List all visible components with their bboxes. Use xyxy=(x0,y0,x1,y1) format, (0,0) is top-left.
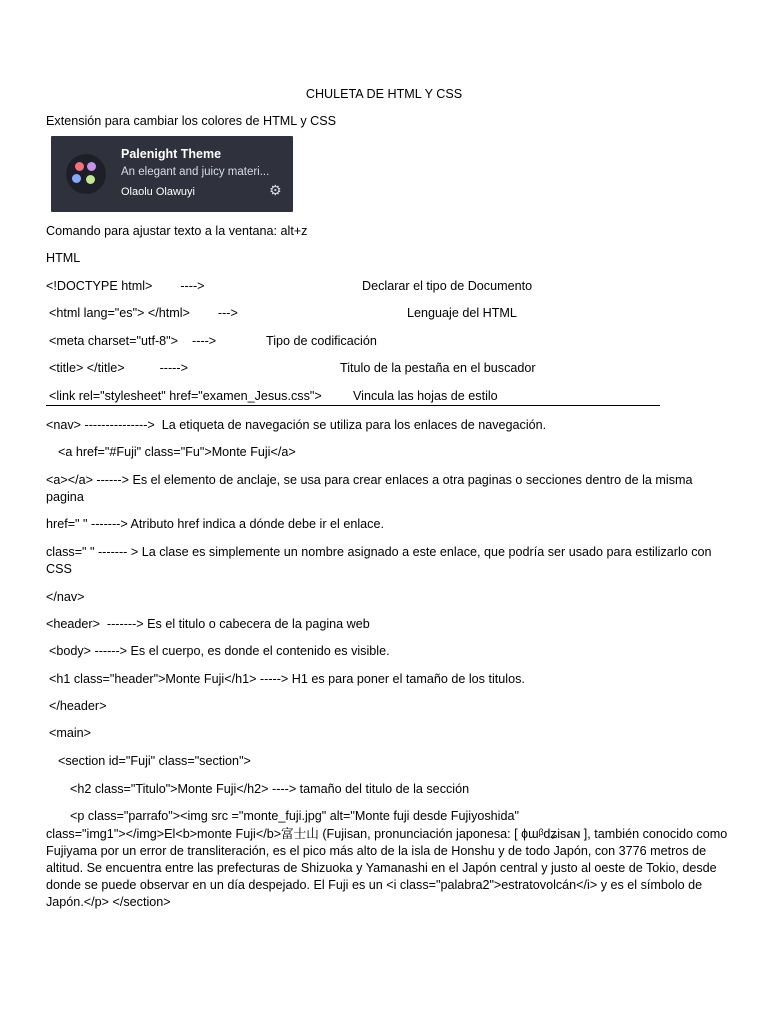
head-item-code: <title> </title> -----> xyxy=(49,361,188,375)
main-line: <main> xyxy=(49,726,92,740)
html-heading: HTML xyxy=(46,251,81,265)
head-item-code: <link rel="stylesheet" href="examen_Jesus.css"> xyxy=(49,389,322,403)
extension-author: Olaolu Olawuyi xyxy=(121,186,195,198)
extension-intro: Extensión para cambiar los colores de HTML y CSS xyxy=(46,114,337,128)
section-line: <section id="Fuji" class="section"> xyxy=(58,754,251,768)
extension-card xyxy=(51,136,293,212)
gear-icon[interactable]: ⚙ xyxy=(269,182,282,198)
h1-line: <h1 class="header">Monte Fuji</h1> -----> H1 es para poner el tamaño de los titulos. xyxy=(49,672,525,686)
palenight-logo-icon xyxy=(66,154,106,194)
nav-line: <nav> ---------------> La etiqueta de navegación se utiliza para los enlaces de navegación. xyxy=(46,418,547,432)
extension-description: An elegant and juicy materi... xyxy=(121,166,270,178)
head-item-desc: Tipo de codificación xyxy=(266,334,377,348)
head-item-code: <html lang="es"> </html> ---> xyxy=(49,306,238,320)
head-item-desc: Titulo de la pestaña en el buscador xyxy=(340,361,536,375)
divider-line xyxy=(46,405,660,406)
head-item-code: <meta charset="utf-8"> ----> xyxy=(49,334,217,348)
command-line: Comando para ajustar texto a la ventana: alt+z xyxy=(46,224,308,238)
href-line: href=" " -------> Atributo href indica a dónde debe ir el enlace. xyxy=(46,517,384,531)
head-item-desc: Lenguaje del HTML xyxy=(407,306,517,320)
body-line: <body> ------> Es el cuerpo, es donde el contenido es visible. xyxy=(49,644,390,658)
head-item-desc: Declarar el tipo de Documento xyxy=(362,279,533,293)
head-item-code: <!DOCTYPE html> ----> xyxy=(46,279,205,293)
anchor-code-line: <a href="#Fuji" class="Fu">Monte Fuji</a> xyxy=(58,445,296,459)
head-item-desc: Vincula las hojas de estilo xyxy=(353,389,498,403)
anchor-description: <a></a> ------> Es el elemento de anclaje, se usa para crear enlaces a otra paginas o secciones dentro de la misma pagina xyxy=(46,473,693,504)
paragraph-content: class="img1"></img>El<b>monte Fuji</b>富士山 (Fujisan, pronunciación japonesa: [ ɸɯᵝdʑisaɴ ], también conocido como Fujiyama por un error de transliteración, es el pico más alto de la isla de Honshu y de todo Japón, con 3776 metros de altitud. Se encuentra entre las prefecturas de Shizuoka y Yamanashi en el Japón central y justo al oeste de Tokio, desde donde se puede observar en un día despejado. El Fuji es un <i class="palabra2">estratovolcán</i> y es el símbolo de Japón.</p> </section> xyxy=(46,827,728,909)
h2-line: <h2 class="Titulo">Monte Fuji</h2> ----> tamaño del titulo de la sección xyxy=(70,782,470,796)
extension-name: Palenight Theme xyxy=(121,147,222,161)
class-description: class=" " ------- > La clase es simplemente un nombre asignado a este enlace, que podría ser usado para estilizarlo con CSS xyxy=(46,545,712,576)
header-close-line: </header> xyxy=(49,699,107,713)
nav-close-line: </nav> xyxy=(46,590,85,604)
paragraph-code-line: <p class="parrafo"><img src ="monte_fuji.jpg" alt="Monte fuji desde Fujiyoshida" xyxy=(70,809,519,823)
document-title: CHULETA DE HTML Y CSS xyxy=(305,87,463,101)
header-line: <header> -------> Es el titulo o cabecera de la pagina web xyxy=(46,617,370,631)
